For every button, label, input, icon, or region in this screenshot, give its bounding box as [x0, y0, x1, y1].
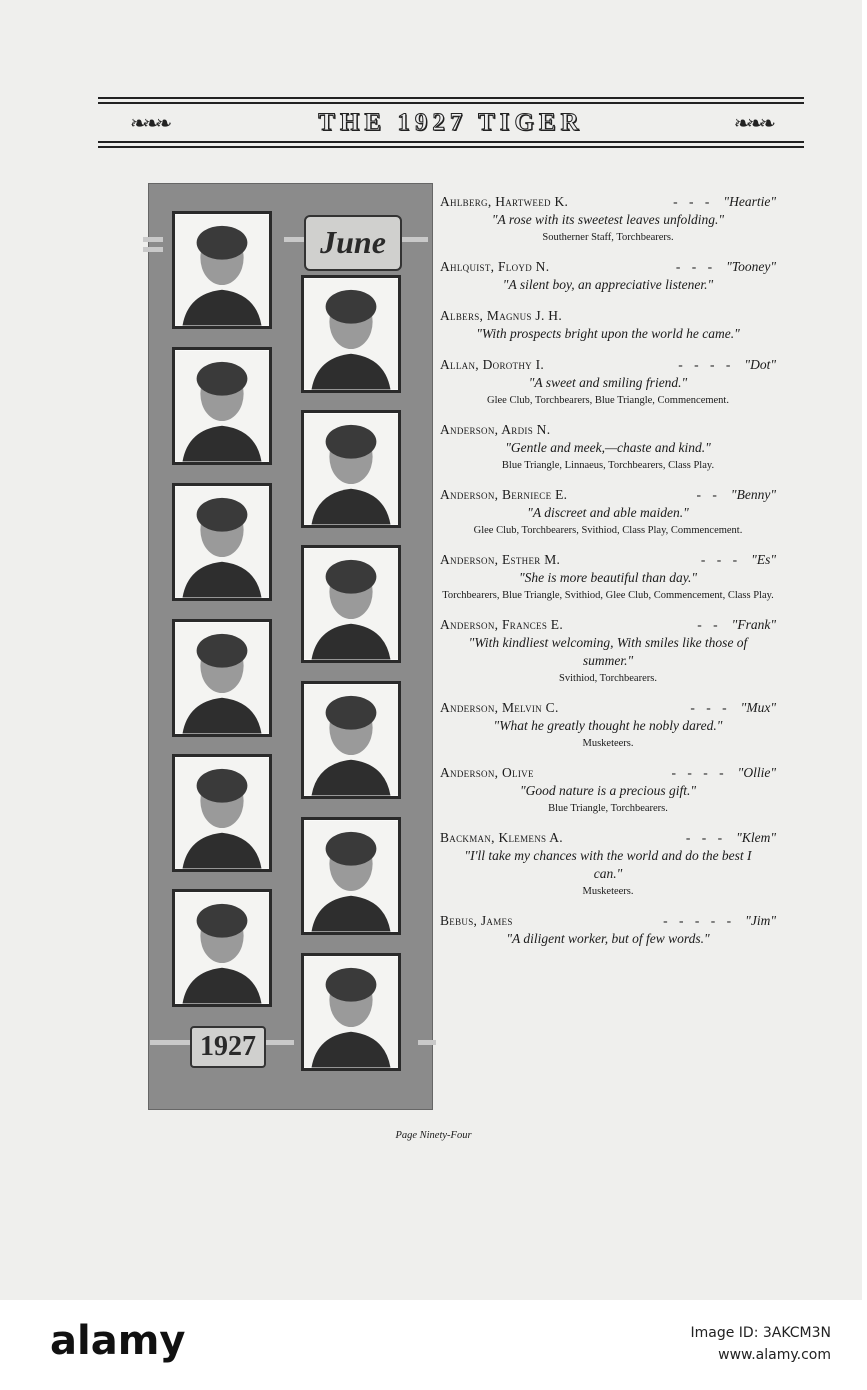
senior-entries: [440, 192, 776, 960]
name-line: [440, 911, 776, 930]
activities: Svithiod, Torchbearers.: [559, 673, 657, 684]
portrait-silhouette-icon: [175, 622, 269, 734]
alamy-logo: alamy: [50, 1318, 186, 1364]
nickname: "Tooney": [726, 259, 776, 274]
dash-leader: - - -: [673, 194, 714, 209]
student-name: Albers, Magnus J. H.: [440, 308, 563, 323]
portrait-photo: [301, 545, 401, 663]
nickname: "Dot": [744, 357, 776, 372]
nickname: "Klem": [736, 830, 776, 845]
dash-leader: [550, 420, 776, 439]
nickname: "Ollie": [737, 765, 776, 780]
name-line: [440, 355, 776, 374]
quote: "She is more beautiful than day.": [518, 570, 698, 585]
activities: Blue Triangle, Torchbearers.: [548, 803, 668, 814]
activities: Blue Triangle, Linnaeus, Torchbearers, Class Play.: [501, 460, 715, 471]
quote: "A rose with its sweetest leaves unfolding.": [491, 212, 725, 227]
year-label: 1927: [190, 1026, 266, 1068]
quote: "A silent boy, an appreciative listener.": [502, 277, 714, 292]
senior-entry: [440, 763, 776, 816]
portrait-photo: [301, 817, 401, 935]
header-title: THE 1927 TIGER: [318, 109, 584, 136]
portrait-photo: [172, 347, 272, 465]
portrait-silhouette-icon: [304, 548, 398, 660]
portrait-silhouette-icon: [175, 757, 269, 869]
nickname: "Jim": [745, 913, 776, 928]
student-name: Backman, Klemens A.: [440, 830, 563, 845]
student-name: Anderson, Esther M.: [440, 552, 561, 567]
dash-leader: - -: [696, 487, 721, 502]
name-line: [440, 615, 776, 634]
nickname: "Heartie": [723, 194, 776, 209]
senior-entry: [440, 306, 776, 343]
activities: Glee Club, Torchbearers, Svithiod, Class Play, Commencement.: [473, 525, 743, 536]
portrait-photo: [301, 681, 401, 799]
name-line: [440, 257, 776, 276]
dash-leader: - -: [697, 617, 722, 632]
nickname: "Frank": [731, 617, 776, 632]
quote: "I'll take my chances with the world and do the best I can.": [464, 848, 752, 881]
student-name: Anderson, Ardis N.: [440, 422, 551, 437]
dash-leader: - - - - -: [663, 913, 736, 928]
name-line: [440, 698, 776, 717]
dash-leader: - - -: [700, 552, 742, 567]
quote: "A discreet and able maiden.": [527, 505, 689, 520]
student-name: Ahlquist, Floyd N.: [440, 259, 550, 274]
portrait-photo: [172, 754, 272, 872]
page-header: [98, 97, 804, 151]
student-name: Anderson, Olive: [440, 765, 534, 780]
student-name: Anderson, Berniece E.: [440, 487, 568, 502]
activities: Glee Club, Torchbearers, Blue Triangle, Commencement.: [487, 395, 729, 406]
nickname: "Mux": [740, 700, 776, 715]
portrait-photo: [301, 953, 401, 1071]
left-ornament-icon: ❧❧❧: [130, 113, 169, 135]
portrait-silhouette-icon: [175, 350, 269, 462]
dash-leader: - - -: [685, 830, 727, 845]
portrait-photo: [301, 410, 401, 528]
quote: "Gentle and meek,—chaste and kind.": [505, 440, 711, 455]
nickname: "Benny": [730, 487, 776, 502]
quote: "Good nature is a precious gift.": [519, 783, 697, 798]
quote: "With kindliest welcoming, With smiles like those of summer.": [468, 635, 748, 668]
portrait-photo: [301, 275, 401, 393]
senior-entry: [440, 698, 776, 751]
senior-entry: [440, 485, 776, 538]
name-line: [440, 550, 776, 569]
quote: "A diligent worker, but of few words.": [506, 931, 710, 946]
name-line: [440, 192, 776, 211]
quote: "What he greatly thought he nobly dared.": [493, 718, 723, 733]
dash-leader: - - - -: [671, 765, 728, 780]
name-line: [440, 828, 776, 847]
senior-entry: [440, 420, 776, 473]
dash-leader: - - - -: [678, 357, 735, 372]
senior-entry: [440, 615, 776, 686]
name-line: [440, 485, 776, 504]
dash-leader: - - -: [675, 259, 717, 274]
name-line: [440, 763, 776, 782]
june-label: June: [304, 215, 402, 271]
student-name: Bebus, James: [440, 913, 513, 928]
nickname: "Es": [751, 552, 776, 567]
senior-entry: [440, 911, 776, 948]
activities: Southerner Staff, Torchbearers.: [542, 232, 674, 243]
portrait-silhouette-icon: [175, 214, 269, 326]
activities: Musketeers.: [582, 738, 634, 749]
portrait-silhouette-icon: [304, 956, 398, 1068]
student-name: Anderson, Frances E.: [440, 617, 564, 632]
watermark-meta: [690, 1322, 831, 1366]
portrait-photo: [172, 889, 272, 1007]
student-name: Allan, Dorothy I.: [440, 357, 545, 372]
dash-leader: - - -: [690, 700, 731, 715]
senior-entry: [440, 550, 776, 603]
portrait-photo: [172, 211, 272, 329]
quote: "A sweet and smiling friend.": [528, 375, 688, 390]
name-line: [440, 420, 776, 439]
senior-entry: [440, 192, 776, 245]
site-url: www.alamy.com: [718, 1347, 831, 1363]
portrait-silhouette-icon: [304, 684, 398, 796]
portrait-silhouette-icon: [304, 820, 398, 932]
activities: Torchbearers, Blue Triangle, Svithiod, Glee Club, Commencement, Class Play.: [442, 590, 774, 601]
activities: Musketeers.: [582, 886, 634, 897]
image-id: Image ID: 3AKCM3N: [690, 1325, 831, 1341]
quote: "With prospects bright upon the world he came.": [476, 326, 740, 341]
dash-leader: [562, 306, 776, 325]
portrait-photo: [172, 483, 272, 601]
portrait-silhouette-icon: [304, 413, 398, 525]
student-name: Anderson, Melvin C.: [440, 700, 559, 715]
portrait-silhouette-icon: [304, 278, 398, 390]
senior-entry: [440, 828, 776, 899]
senior-entry: [440, 355, 776, 408]
page-number: Page Ninety-Four: [395, 1130, 472, 1141]
portrait-photo: [172, 619, 272, 737]
student-name: Ahlberg, Hartweed K.: [440, 194, 569, 209]
senior-entry: [440, 257, 776, 294]
portrait-silhouette-icon: [175, 892, 269, 1004]
right-ornament-icon: ❧❧❧: [733, 113, 772, 135]
portrait-silhouette-icon: [175, 486, 269, 598]
name-line: [440, 306, 776, 325]
